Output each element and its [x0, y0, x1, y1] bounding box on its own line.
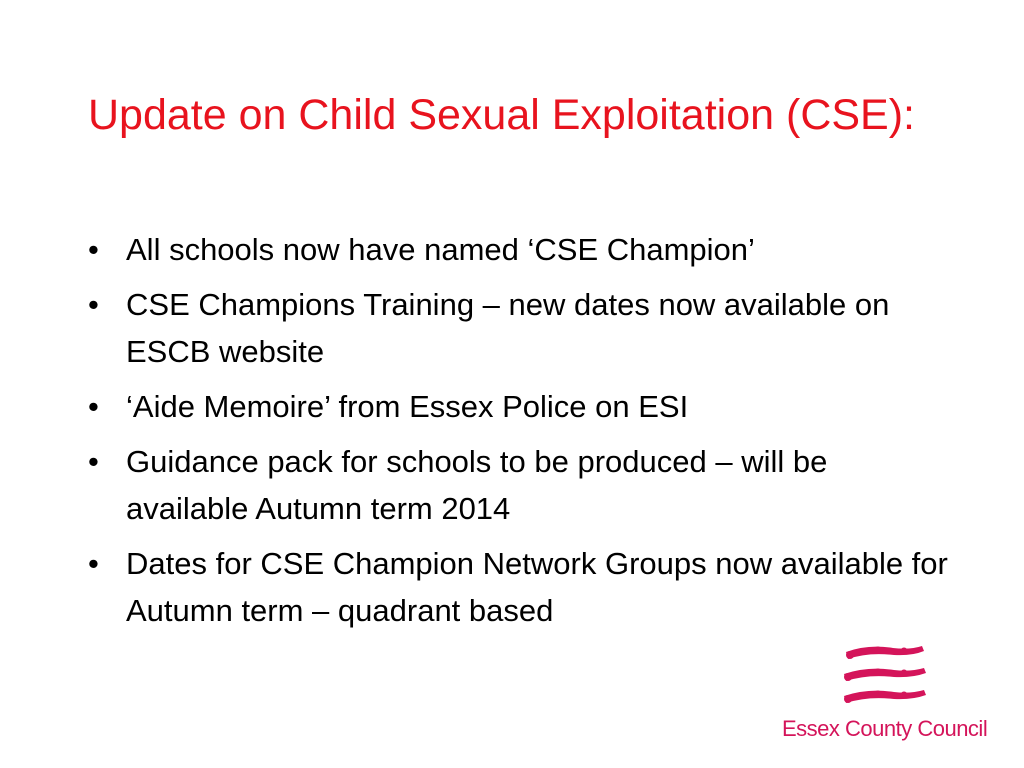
bullet-text: All schools now have named ‘CSE Champion’	[126, 232, 755, 267]
bullet-marker: •	[88, 287, 99, 322]
bullet-marker: •	[88, 546, 99, 581]
bullet-list	[88, 226, 948, 642]
logo-text: Essex County Council	[782, 716, 988, 741]
bullet-item	[88, 226, 948, 273]
bullet-text: Guidance pack for schools to be produced – will be available Autumn term 2014	[126, 444, 828, 526]
bullet-marker: •	[88, 444, 99, 479]
bullet-item	[88, 540, 948, 634]
essex-seaxes-logo-icon	[838, 642, 928, 708]
bullet-marker: •	[88, 232, 99, 267]
bullet-text: Dates for CSE Champion Network Groups now available for Autumn term – quadrant based	[126, 546, 948, 628]
bullet-item	[88, 281, 948, 375]
bullet-item	[88, 383, 948, 430]
bullet-marker: •	[88, 389, 99, 424]
bullet-item	[88, 438, 948, 532]
essex-county-council-logo	[760, 642, 1000, 752]
bullet-text: ‘Aide Memoire’ from Essex Police on ESI	[126, 389, 689, 424]
slide-title: Update on Child Sexual Exploitation (CSE):	[88, 91, 915, 139]
bullet-text: CSE Champions Training – new dates now available on ESCB website	[126, 287, 890, 369]
